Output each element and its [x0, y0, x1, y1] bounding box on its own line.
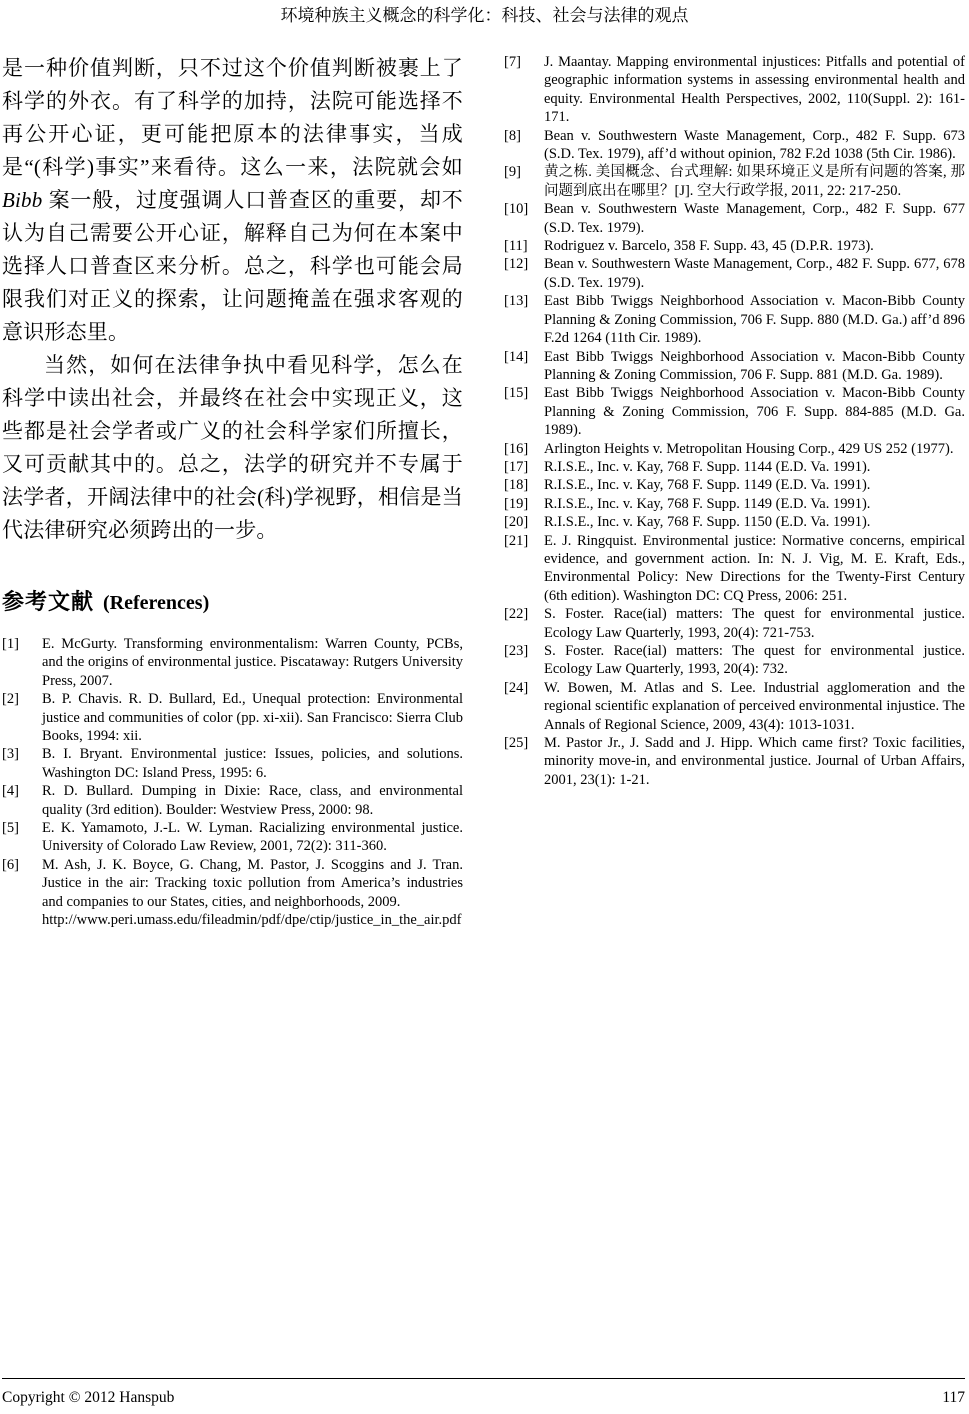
- reference-text: E. K. Yamamoto, J.-L. W. Lyman. Racializing environmental justice. University of Colorado Law Review, 2001, 72(2): 311-360.: [42, 820, 463, 855]
- reference-item: [504, 532, 965, 606]
- reference-text: East Bibb Twiggs Neighborhood Association v. Macon-Bibb County Planning & Zoning Commission, 706 F. Supp. 880 (M.D. Ga.) aff’d 896 F.2d 1264 (11th Cir. 1989).: [544, 293, 965, 347]
- reference-item: [504, 734, 965, 789]
- paragraph-text: 是一种价值判断，只不过这个价值判断被裹上了科学的外衣。有了科学的加持，法院可能选择不再公开心证，更可能把原本的法律事实，当成是“(科学)事实”来看待。这么一来，法院就会如: [2, 56, 463, 179]
- reference-text: B. P. Chavis. R. D. Bullard, Ed., Unequal protection: Environmental justice and communities of color (pp. xi-xii). San Francisco: Sierra Club Books, 1994: xii.: [42, 691, 463, 745]
- reference-item: [504, 605, 965, 642]
- reference-text: J. Maantay. Mapping environmental injustices: Pitfalls and potential of geographic information systems in assessing environmental health and equity. Environmental Health Perspectives, 2002, 110(Suppl. 2): 161-171.: [544, 54, 965, 126]
- page-number: 117: [942, 1389, 965, 1406]
- two-column-layout: [2, 0, 965, 930]
- running-head-title: 环境种族主义概念的科学化：科技、社会与法律的观点: [280, 6, 689, 25]
- reference-item: [504, 513, 965, 531]
- reference-text: R.I.S.E., Inc. v. Kay, 768 F. Supp. 1150 (E.D. Va. 1991).: [544, 514, 871, 531]
- reference-item: [504, 255, 965, 292]
- reference-item: [2, 856, 463, 930]
- reference-number: [8]: [504, 127, 521, 144]
- references-heading: [2, 589, 463, 616]
- reference-number: [14]: [504, 348, 529, 365]
- reference-item: [504, 679, 965, 734]
- left-column: [2, 0, 463, 930]
- reference-item: [2, 690, 463, 745]
- reference-text: Rodriguez v. Barcelo, 358 F. Supp. 43, 45 (D.P.R. 1973).: [544, 238, 874, 255]
- reference-text: M. Pastor Jr., J. Sadd and J. Hipp. Which came first? Toxic facilities, minority move-in, and environmental justice. Journal of Urban Affairs, 2001, 23(1): 1-21.: [544, 735, 965, 788]
- reference-item: [504, 642, 965, 679]
- reference-number: [18]: [504, 477, 529, 494]
- reference-item: [2, 745, 463, 782]
- reference-number: [21]: [504, 532, 529, 549]
- references-list-left: [2, 635, 463, 930]
- body-paragraph-1: [2, 52, 463, 349]
- reference-number: [7]: [504, 54, 521, 70]
- reference-number: [16]: [504, 440, 529, 457]
- references-heading-zh: 参考文献: [2, 589, 95, 614]
- reference-item: [504, 458, 965, 476]
- reference-text: Bean v. Southwestern Waste Management, Corp., 482 F. Supp. 677, 678 (S.D. Tex. 1979).: [544, 256, 965, 291]
- reference-number: [17]: [504, 458, 529, 475]
- reference-item: [504, 200, 965, 237]
- case-name-italic: Bibb: [2, 188, 43, 212]
- reference-item: [504, 163, 965, 200]
- reference-item: [504, 495, 965, 513]
- reference-url: http://www.peri.umass.edu/fileadmin/pdf/dpe/ctip/justice_in_the_air.pdf: [42, 912, 462, 929]
- body-paragraph-2: 当然，如何在法律争执中看见科学，怎么在科学中读出社会，并最终在社会中实现正义，这些都是社会学者或广义的社会科学家们所擅长，又可贡献其中的。总之，法学的研究并不专属于法学者，开阔法律中的社会(科)学视野，相信是当代法律研究必须跨出的一步。: [2, 353, 463, 542]
- reference-number: [13]: [504, 293, 529, 310]
- reference-number: [9]: [504, 164, 521, 181]
- reference-number: [6]: [2, 856, 19, 873]
- reference-number: [1]: [2, 636, 19, 652]
- reference-text: B. I. Bryant. Environmental justice: Issues, policies, and solutions. Washington DC: Island Press, 1995: 6.: [42, 746, 463, 781]
- reference-number: [10]: [504, 201, 529, 218]
- reference-text: [42, 856, 463, 930]
- reference-text: R. D. Bullard. Dumping in Dixie: Race, class, and environmental quality (3rd edition). Boulder: Westview Press, 2000: 98.: [42, 783, 463, 818]
- reference-number: [15]: [504, 385, 529, 402]
- reference-number: [19]: [504, 495, 529, 512]
- right-column: [504, 0, 965, 930]
- reference-number: [24]: [504, 679, 529, 696]
- reference-text: M. Ash, J. K. Boyce, G. Chang, M. Pastor, J. Scoggins and J. Tran. Justice in the air: Tracking toxic pollution from America’s industries and companies to our States, cities, and neighborhoods, 2009.: [42, 856, 463, 910]
- reference-text: W. Bowen, M. Atlas and S. Lee. Industrial agglomeration and the regional scientific explanation of perceived environmental injustice. The Annals of Regional Science, 2009, 43(4): 1013-1031.: [544, 679, 965, 733]
- reference-item: [504, 292, 965, 347]
- reference-text: E. McGurty. Transforming environmentalism: Warren County, PCBs, and the origins of environmental justice. Piscataway: Rutgers University Press, 2007.: [42, 636, 463, 689]
- reference-item: [2, 782, 463, 819]
- reference-item: [504, 53, 965, 127]
- copyright-text: Copyright © 2012 Hanspub: [2, 1389, 175, 1406]
- reference-text: Arlington Heights v. Metropolitan Housing Corp., 429 US 252 (1977).: [544, 440, 954, 457]
- reference-item: [504, 440, 965, 458]
- references-heading-en: (References): [103, 592, 210, 614]
- reference-item: [504, 237, 965, 255]
- reference-text: R.I.S.E., Inc. v. Kay, 768 F. Supp. 1144 (E.D. Va. 1991).: [544, 458, 871, 475]
- reference-text: Bean v. Southwestern Waste Management, Corp., 482 F. Supp. 673 (S.D. Tex. 1979), aff’d without opinion, 782 F.2d 1038 (5th Cir. 1986).: [544, 127, 965, 163]
- reference-item: [504, 127, 965, 164]
- reference-text: E. J. Ringquist. Environmental justice: Normative concerns, empirical evidence, and government action. In: N. J. Vig, M. E. Kraft, Eds., Environmental Policy: New Directions for the Twenty-First Century (6th edition). Washington DC: CQ Press, 2006: 251.: [544, 532, 965, 604]
- references-list-right: [504, 53, 965, 789]
- reference-text: East Bibb Twiggs Neighborhood Association v. Macon-Bibb County Planning & Zoning Commission, 706 F. Supp. 881 (M.D. Ga. 1989).: [544, 348, 965, 383]
- reference-item: [504, 476, 965, 494]
- reference-text: S. Foster. Race(ial) matters: The quest for environmental justice. Ecology Law Quarterly, 1993, 20(4): 721-753.: [544, 606, 965, 641]
- reference-number: [12]: [504, 256, 529, 273]
- reference-number: [20]: [504, 514, 529, 531]
- reference-text: East Bibb Twiggs Neighborhood Association v. Macon-Bibb County Planning & Zoning Commission, 706 F. Supp. 884-885 (M.D. Ga. 1989).: [544, 385, 965, 439]
- reference-text: 黄之栋. 美国概念、台式理解: 如果环境正义是所有问题的答案, 那问题到底出在哪里？[J]. 空大行政学报, 2011, 22: 217-250.: [544, 164, 965, 199]
- reference-item: [504, 384, 965, 439]
- reference-number: [11]: [504, 238, 528, 255]
- paragraph-text: 案一般，过度强调人口普查区的重要，却不认为自己需要公开心证，解释自己为何在本案中选择人口普查区来分析。总之，科学也可能会局限我们对正义的探索，让问题掩盖在强求客观的意识形态里。: [2, 188, 463, 344]
- reference-number: [4]: [2, 783, 19, 800]
- reference-text: R.I.S.E., Inc. v. Kay, 768 F. Supp. 1149 (E.D. Va. 1991).: [544, 495, 871, 512]
- reference-item: [2, 819, 463, 856]
- reference-number: [22]: [504, 606, 529, 623]
- reference-number: [3]: [2, 746, 19, 763]
- reference-number: [25]: [504, 735, 529, 752]
- reference-number: [2]: [2, 691, 19, 708]
- reference-number: [23]: [504, 643, 529, 659]
- reference-text: Bean v. Southwestern Waste Management, Corp., 482 F. Supp. 677 (S.D. Tex. 1979).: [544, 201, 965, 236]
- reference-text: S. Foster. Race(ial) matters: The quest for environmental justice. Ecology Law Quarterly, 1993, 20(4): 732.: [544, 643, 965, 678]
- reference-text: R.I.S.E., Inc. v. Kay, 768 F. Supp. 1149 (E.D. Va. 1991).: [544, 477, 871, 494]
- reference-number: [5]: [2, 820, 19, 837]
- reference-item: [2, 635, 463, 690]
- page-footer: [2, 1378, 965, 1407]
- reference-item: [504, 348, 965, 385]
